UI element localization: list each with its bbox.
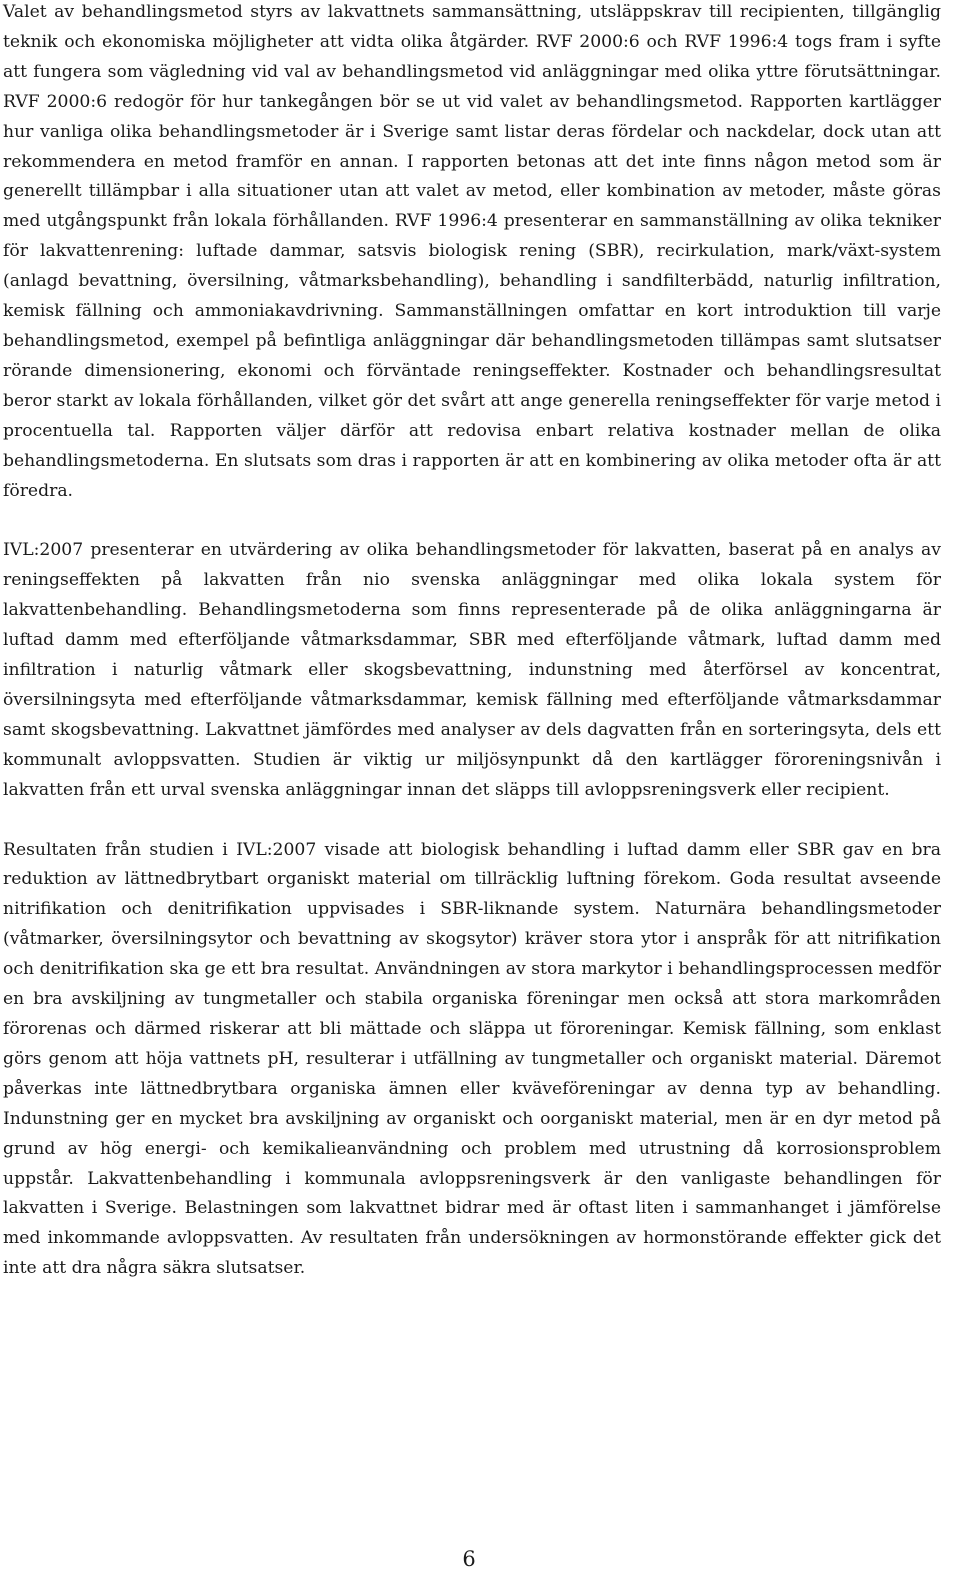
page-number: 6 [462, 1547, 476, 1571]
body-paragraph-1: Valet av behandlingsmetod styrs av lakvattnets sammansättning, utsläppskrav till recipienten, tillgänglig teknik och ekonomiska möjligheter att vidta olika åtgärder. RVF 2000:6 och RVF 1996:4 togs fram i syfte att fungera som vägledning vid val av behandlingsmetod vid anläggningar med olika yttre förutsättningar. RVF 2000:6 redogör för hur tankegången bör se ut vid valet av behandlingsmetod. Rapporten kartlägger hur vanliga olika behandlingsmetoder är i Sverige samt listar deras fördelar och nackdelar, dock utan att rekommendera en metod framför en annan. I rapporten betonas att det inte finns någon metod som är generellt tillämpbar i alla situationer utan att valet av metod, eller kombination av metoder, måste göras med utgångspunkt från lokala förhållanden. RVF 1996:4 presenterar en sammanställning av olika tekniker för lakvattenrening: luftade dammar, satsvis biologisk rening (SBR), recirkulation, mark/växt-system (anlagd bevattning, översilning, våtmarksbehandling), behandling i sandfilterbädd, naturlig infiltration, kemisk fällning och ammoniakavdrivning. Sammanställningen omfattar en kort introduktion till varje behandlingsmetod, exempel på befintliga anläggningar där behandlingsmetoden tillämpas samt slutsatser rörande dimensionering, ekonomi och förväntade reningseffekter. Kostnader och behandlingsresultat beror starkt av lokala förhållanden, vilket gör det svårt att ange generella reningseffekter för varje metod i procentuella tal. Rapporten väljer därför att redovisa enbart relativa kostnader mellan de olika behandlingsmetoderna. En slutsats som dras i rapporten är att en kombinering av olika metoder ofta är att föredra. [3, 2, 941, 501]
body-paragraph-3: Resultaten från studien i IVL:2007 visade att biologisk behandling i luftad damm eller SBR gav en bra reduktion av lättnedbrytbart organiskt material om tillräcklig luftning förekom. Goda resultat avseende nitrifikation och denitrifikation uppvisades i SBR-liknande system. Naturnära behandlingsmetoder (våtmarker, översilningsytor och bevattning av skogsytor) kräver stora ytor i anspråk för att nitrifikation och denitrifikation ska ge ett bra resultat. Användningen av stora markytor i behandlingsprocessen medför en bra avskiljning av tungmetaller och stabila organiska föreningar men också att stora markområden förorenas och därmed riskerar att bli mättade och släppa ut föroreningar. Kemisk fällning, som enklast görs genom att höja vattnets pH, resulterar i utfällning av tungmetaller och organiskt material. Däremot påverkas inte lättnedbrytbara organiska ämnen eller kväveföreningar av denna typ av behandling. Indunstning ger en mycket bra avskiljning av organiskt och oorganiskt material, men är en dyr metod på grund av hög energi- och kemikalieanvändning och problem med utrustning då korrosionsproblem uppstår. Lakvattenbehandling i kommunala avloppsreningsverk är den vanligaste behandlingen för lakvatten i Sverige. Belastningen som lakvattnet bidrar med är oftast liten i sammanhanget i jämförelse med inkommande avloppsvatten. Av resultaten från undersökningen av hormonstörande effekter gick det inte att dra några säkra slutsatser. [3, 839, 941, 1279]
body-paragraph-2: IVL:2007 presenterar en utvärdering av olika behandlingsmetoder för lakvatten, baserat på en analys av reningseffekten på lakvatten från nio svenska anläggningar med olika lokala system för lakvattenbehandling. Behandlingsmetoderna som finns representerade på de olika anläggningarna är luftad damm med efterföljande våtmarksdammar, SBR med efterföljande våtmark, luftad damm med infiltration i naturlig våtmark eller skogsbevattning, indunstning med återförsel av koncentrat, översilningsyta med efterföljande våtmarksdammar, kemisk fällning med efterföljande våtmarksdammar samt skogsbevattning. Lakvattnet jämfördes med analyser av dels dagvatten från en sorteringsyta, dels ett kommunalt avloppsvatten. Studien är viktig ur miljösynpunkt då den kartlägger föroreningsnivån i lakvatten från ett urval svenska anläggningar innan det släpps till avloppsreningsverk eller recipient. [3, 540, 941, 800]
document-page [3, 0, 941, 1284]
